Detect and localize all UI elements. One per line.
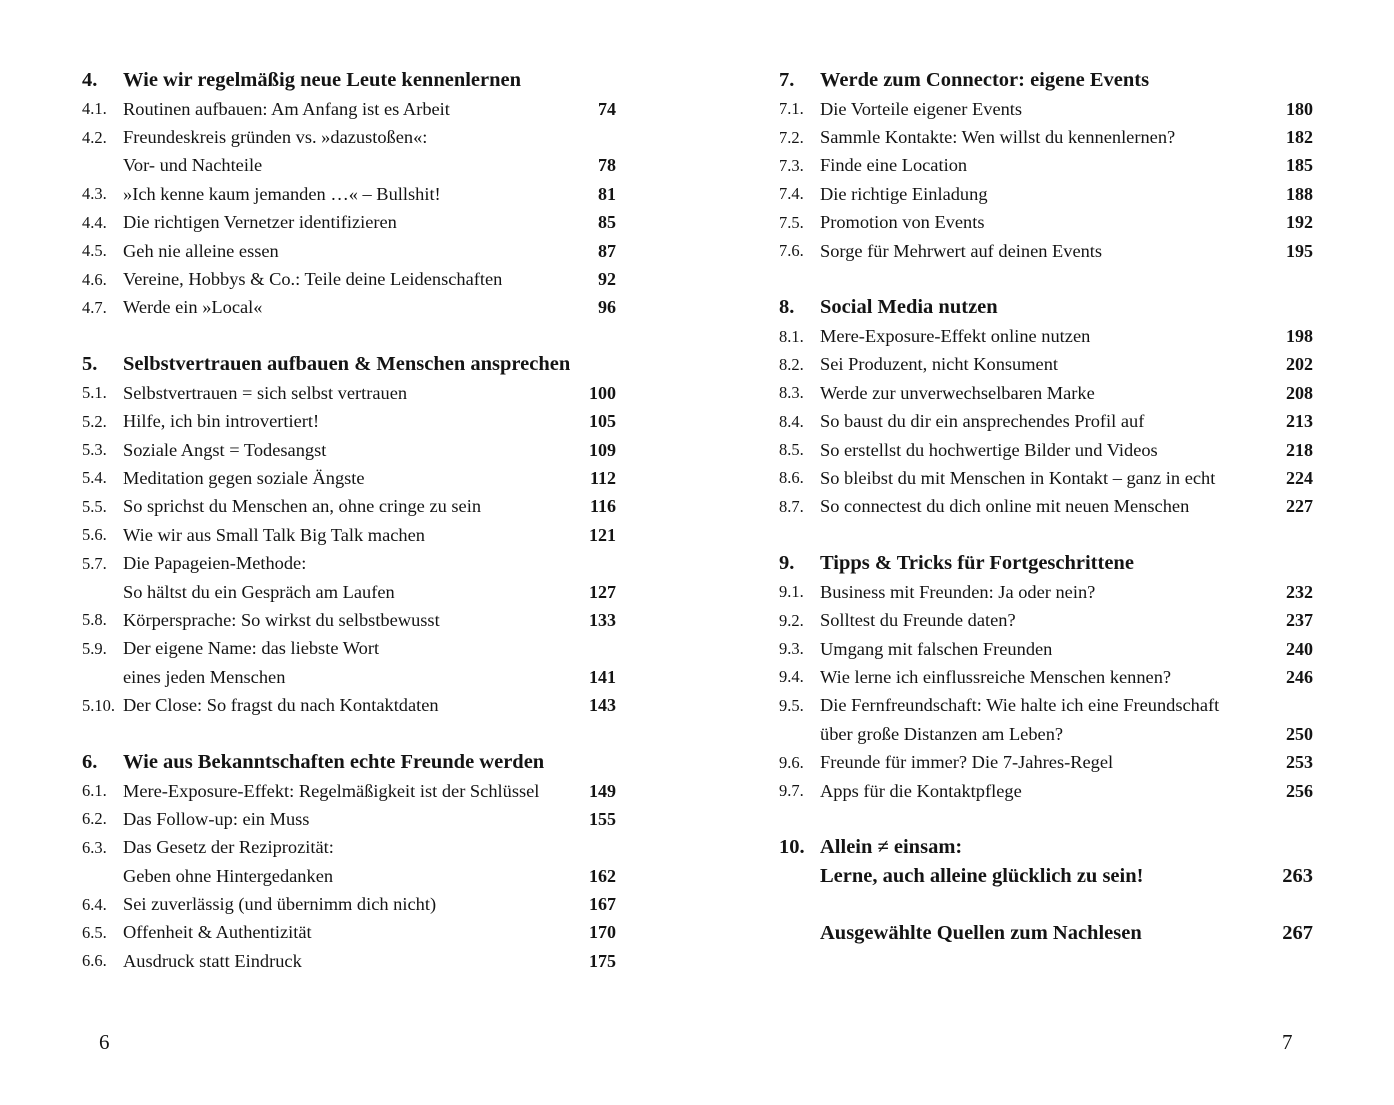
sources-title: Ausgewählte Quellen zum Nachlesen [820, 922, 1142, 945]
entry-page-number: 100 [589, 382, 616, 403]
chapter-title-line2: Lerne, auch alleine glücklich zu sein! [820, 865, 1144, 888]
toc-entry [82, 209, 616, 237]
entry-number: 8.7. [779, 496, 804, 516]
toc-entry [779, 351, 1313, 379]
toc-entry [779, 95, 1313, 123]
toc-entry [82, 408, 616, 436]
toc-entry-continuation [82, 663, 616, 691]
entry-page-number: 155 [589, 808, 616, 829]
entry-number: 8.5. [779, 440, 804, 460]
entry-title: Hilfe, ich bin introvertiert! [123, 411, 320, 432]
entry-title: Selbstvertrauen = sich selbst vertrauen [123, 382, 408, 403]
entry-page-number: 195 [1286, 240, 1313, 261]
entry-title: Meditation gegen soziale Ängste [123, 467, 365, 488]
entry-number: 9.4. [779, 667, 804, 687]
toc-entry [82, 464, 616, 492]
entry-title: So connectest du dich online mit neuen Menschen [820, 496, 1190, 517]
chapter-heading [779, 66, 1313, 95]
entry-number: 6.2. [82, 809, 107, 829]
entry-title: Wie lerne ich einflussreiche Menschen kennen? [820, 666, 1172, 687]
entry-page-number: 218 [1286, 439, 1313, 460]
entry-page-number: 116 [589, 496, 616, 517]
entry-title: So sprichst du Menschen an, ohne cringe zu sein [123, 496, 482, 517]
chapter-title: Wie aus Bekanntschaften echte Freunde werden [123, 750, 545, 773]
chapter-number: 4. [82, 69, 98, 91]
chapter-heading [82, 748, 616, 777]
entry-page-number: 237 [1286, 610, 1313, 631]
entry-number: 7.6. [779, 241, 804, 261]
toc-entry-continuation [82, 152, 616, 180]
entry-page-number: 175 [589, 950, 616, 971]
entry-title: Mere-Exposure-Effekt: Regelmäßigkeit ist der Schlüssel [123, 780, 540, 801]
entry-title-line2: eines jeden Menschen [123, 666, 286, 687]
chapter-title: Social Media nutzen [820, 296, 998, 319]
toc-entry [779, 123, 1313, 151]
entry-page-number: 81 [598, 183, 616, 204]
entry-number: 8.4. [779, 411, 804, 431]
toc-entry [82, 691, 616, 719]
entry-number: 6.3. [82, 837, 107, 857]
entry-page-number: 109 [589, 439, 616, 460]
toc-entry [82, 919, 616, 947]
entry-page-number: 167 [589, 894, 616, 915]
entry-page-number: 188 [1286, 183, 1313, 204]
toc-entry [779, 777, 1313, 805]
entry-title: Freunde für immer? Die 7-Jahres-Regel [820, 752, 1114, 773]
entry-page-number: 127 [589, 581, 616, 602]
chapter-number: 5. [82, 353, 98, 376]
chapter-title: Allein ≠ einsam: [820, 836, 963, 859]
entry-number: 4.7. [82, 297, 107, 317]
entry-page-number: 133 [589, 609, 616, 630]
entry-title: Die richtigen Vernetzer identifizieren [123, 212, 397, 233]
entry-title: Das Gesetz der Reziprozität: [123, 837, 334, 858]
toc-entry [82, 635, 616, 663]
toc-entry [82, 805, 616, 833]
entry-page-number: 246 [1286, 666, 1313, 687]
toc-entry [82, 606, 616, 634]
toc-entry-continuation [779, 720, 1313, 748]
entry-page-number: 112 [589, 467, 616, 488]
toc-entry [779, 209, 1313, 237]
toc-entry [779, 493, 1313, 521]
entry-title: Das Follow-up: ein Muss [123, 808, 310, 829]
entry-page-number: 240 [1286, 638, 1313, 659]
entry-page-number: 121 [589, 524, 616, 545]
entry-number: 8.2. [779, 354, 804, 374]
entry-title: Offenheit & Authentizität [123, 922, 312, 943]
entry-title: Promotion von Events [820, 212, 985, 233]
right-chapter-list [779, 66, 1313, 805]
chapter-4 [82, 66, 616, 322]
entry-page-number: 185 [1286, 155, 1313, 176]
sources-entry [779, 919, 1313, 948]
toc-entry [82, 777, 616, 805]
entry-number: 5.1. [82, 383, 107, 403]
entry-number: 6.5. [82, 922, 107, 942]
entry-page-number: 198 [1286, 326, 1313, 347]
entry-number: 9.6. [779, 752, 804, 772]
entry-title-line2: über große Distanzen am Leben? [820, 723, 1064, 744]
entry-title-line2: So hältst du ein Gespräch am Laufen [123, 581, 395, 602]
entry-number: 4.4. [82, 212, 107, 232]
toc-entry [82, 834, 616, 862]
entry-number: 5.2. [82, 411, 107, 431]
chapter-10 [779, 833, 1313, 891]
toc-entry [82, 379, 616, 407]
chapter-7 [779, 66, 1313, 265]
entry-number: 4.5. [82, 241, 107, 261]
entry-page-number: 149 [589, 780, 616, 801]
entry-page-number: 256 [1286, 780, 1313, 801]
toc-entry [779, 578, 1313, 606]
toc-entry [779, 436, 1313, 464]
entry-title: Routinen aufbauen: Am Anfang ist es Arbeit [123, 98, 450, 119]
entry-title: Werde ein »Local« [123, 297, 263, 318]
entry-number: 7.2. [779, 127, 804, 147]
chapter-page-number: 263 [1282, 865, 1313, 888]
chapter-heading-line2 [779, 862, 1313, 891]
entry-page-number: 250 [1286, 723, 1313, 744]
entry-number: 6.1. [82, 781, 107, 800]
entry-page-number: 78 [598, 155, 616, 176]
entry-number: 7.5. [779, 212, 804, 232]
entry-number: 6.6. [82, 951, 107, 971]
entry-number: 4.1. [82, 99, 107, 119]
entry-number: 5.4. [82, 468, 107, 488]
entry-page-number: 213 [1286, 411, 1313, 432]
chapter-title: Wie wir regelmäßig neue Leute kennenlernen [123, 69, 522, 91]
entry-title: Business mit Freunden: Ja oder nein? [820, 581, 1096, 602]
right-toc-column [779, 66, 1313, 976]
entry-title: Die Papageien-Methode: [123, 553, 307, 574]
entry-page-number: 74 [598, 98, 616, 119]
entry-number: 5.6. [82, 525, 107, 545]
toc-entry [779, 408, 1313, 436]
entry-page-number: 92 [598, 269, 616, 290]
entry-title: Apps für die Kontaktpflege [820, 780, 1022, 801]
toc-entry [82, 265, 616, 293]
entry-page-number: 162 [589, 865, 616, 886]
toc-entry [82, 947, 616, 975]
entry-number: 9.3. [779, 639, 804, 659]
entry-page-number: 227 [1286, 496, 1313, 517]
toc-entry [779, 152, 1313, 180]
sources-page-number: 267 [1282, 922, 1313, 945]
entry-page-number: 141 [589, 666, 616, 687]
entry-title: Sorge für Mehrwert auf deinen Events [820, 240, 1103, 261]
entry-page-number: 202 [1286, 354, 1313, 375]
toc-entry [82, 436, 616, 464]
entry-title-line2: Geben ohne Hintergedanken [123, 865, 334, 886]
chapter-heading [779, 293, 1313, 322]
chapter-heading [779, 549, 1313, 578]
chapter-5 [82, 350, 616, 720]
toc-entry-continuation [82, 578, 616, 606]
entry-number: 7.4. [779, 184, 804, 204]
toc-entry [779, 635, 1313, 663]
toc-entry [82, 521, 616, 549]
entry-number: 7.3. [779, 155, 804, 175]
toc-entry [779, 606, 1313, 634]
entry-title: Der Close: So fragst du nach Kontaktdaten [123, 695, 439, 716]
entry-number: 9.2. [779, 610, 804, 630]
entry-number: 5.8. [82, 610, 107, 630]
entry-title: Die Fernfreundschaft: Wie halte ich eine Freundschaft [820, 695, 1220, 716]
chapter-number: 8. [779, 296, 795, 319]
left-toc-column [82, 66, 616, 1004]
toc-entry [82, 493, 616, 521]
chapter-heading [779, 833, 1313, 862]
chapter-title: Werde zum Connector: eigene Events [820, 69, 1150, 91]
chapter-heading [82, 66, 616, 95]
entry-title: Die richtige Einladung [820, 183, 988, 204]
entry-number: 5.3. [82, 440, 107, 460]
toc-entry [82, 294, 616, 322]
entry-number: 4.2. [82, 127, 107, 147]
entry-title: Sei zuverlässig (und übernimm dich nicht) [123, 894, 437, 915]
toc-entry [779, 464, 1313, 492]
entry-title: Vereine, Hobbys & Co.: Teile deine Leidenschaften [123, 269, 503, 290]
entry-page-number: 224 [1286, 467, 1313, 488]
entry-page-number: 87 [598, 240, 616, 261]
entry-title: Mere-Exposure-Effekt online nutzen [820, 326, 1091, 347]
entry-page-number: 182 [1286, 127, 1313, 148]
entry-number: 8.1. [779, 326, 804, 346]
entry-title: Freundeskreis gründen vs. »dazustoßen«: [123, 127, 428, 148]
entry-number: 8.3. [779, 383, 804, 403]
entry-number: 8.6. [779, 468, 804, 488]
toc-entry [82, 180, 616, 208]
left-page-number: 6 [99, 1030, 110, 1054]
chapter-8 [779, 293, 1313, 521]
entry-number: 5.7. [82, 553, 107, 573]
entry-number: 9.7. [779, 781, 804, 800]
toc-entry [779, 379, 1313, 407]
toc-entry [82, 95, 616, 123]
entry-title-line2: Vor- und Nachteile [123, 155, 263, 176]
entry-number: 4.3. [82, 184, 107, 204]
entry-number: 4.6. [82, 269, 107, 289]
entry-title: Körpersprache: So wirkst du selbstbewusst [123, 609, 440, 630]
toc-entry [779, 663, 1313, 691]
entry-title: Solltest du Freunde daten? [820, 610, 1016, 631]
entry-page-number: 180 [1286, 98, 1313, 119]
entry-title: Soziale Angst = Todesangst [123, 439, 327, 460]
entry-number: 5.10. [82, 695, 115, 715]
toc-entry [82, 237, 616, 265]
entry-page-number: 232 [1286, 581, 1313, 602]
toc-entry [779, 748, 1313, 776]
chapter-title: Selbstvertrauen aufbauen & Menschen ansprechen [123, 353, 571, 376]
chapter-number: 9. [779, 552, 795, 575]
entry-page-number: 105 [589, 411, 616, 432]
entry-title: Der eigene Name: das liebste Wort [123, 638, 380, 659]
toc-entry [779, 237, 1313, 265]
entry-title: Geh nie alleine essen [123, 240, 279, 261]
entry-page-number: 170 [589, 922, 616, 943]
chapter-9 [779, 549, 1313, 805]
entry-title: Ausdruck statt Eindruck [123, 950, 302, 971]
entry-title: Sei Produzent, nicht Konsument [820, 354, 1059, 375]
chapter-number: 7. [779, 69, 795, 91]
entry-title: So baust du dir ein ansprechendes Profil auf [820, 411, 1145, 432]
entry-number: 6.4. [82, 894, 107, 914]
toc-entry [82, 890, 616, 918]
entry-title: So erstellst du hochwertige Bilder und Videos [820, 439, 1158, 460]
chapter-heading [82, 350, 616, 379]
entry-title: »Ich kenne kaum jemanden …« – Bullshit! [123, 183, 441, 204]
entry-number: 9.5. [779, 695, 804, 715]
right-page-number: 7 [1282, 1030, 1293, 1054]
toc-entry [779, 322, 1313, 350]
toc-entry [779, 180, 1313, 208]
entry-page-number: 208 [1286, 382, 1313, 403]
entry-title: Werde zur unverwechselbaren Marke [820, 382, 1095, 403]
entry-title: Umgang mit falschen Freunden [820, 638, 1053, 659]
chapter-title: Tipps & Tricks für Fortgeschrittene [820, 552, 1134, 575]
entry-number: 5.9. [82, 638, 107, 658]
entry-number: 9.1. [779, 582, 804, 602]
entry-page-number: 192 [1286, 212, 1313, 233]
chapter-6 [82, 748, 616, 976]
entry-page-number: 143 [589, 695, 616, 716]
entry-page-number: 253 [1286, 752, 1313, 773]
entry-title: Wie wir aus Small Talk Big Talk machen [123, 524, 425, 545]
toc-entry [82, 549, 616, 577]
entry-title: Sammle Kontakte: Wen willst du kennenlernen? [820, 127, 1176, 148]
entry-title: Die Vorteile eigener Events [820, 98, 1023, 119]
toc-entry-continuation [82, 862, 616, 890]
entry-title: Finde eine Location [820, 155, 968, 176]
entry-number: 7.1. [779, 99, 804, 119]
entry-title: So bleibst du mit Menschen in Kontakt – ganz in echt [820, 467, 1216, 488]
chapter-number: 6. [82, 750, 98, 773]
entry-number: 5.5. [82, 496, 107, 516]
entry-page-number: 96 [598, 297, 616, 318]
toc-entry [779, 692, 1313, 720]
toc-entry [82, 123, 616, 151]
chapter-number: 10. [779, 836, 805, 859]
entry-page-number: 85 [598, 212, 616, 233]
